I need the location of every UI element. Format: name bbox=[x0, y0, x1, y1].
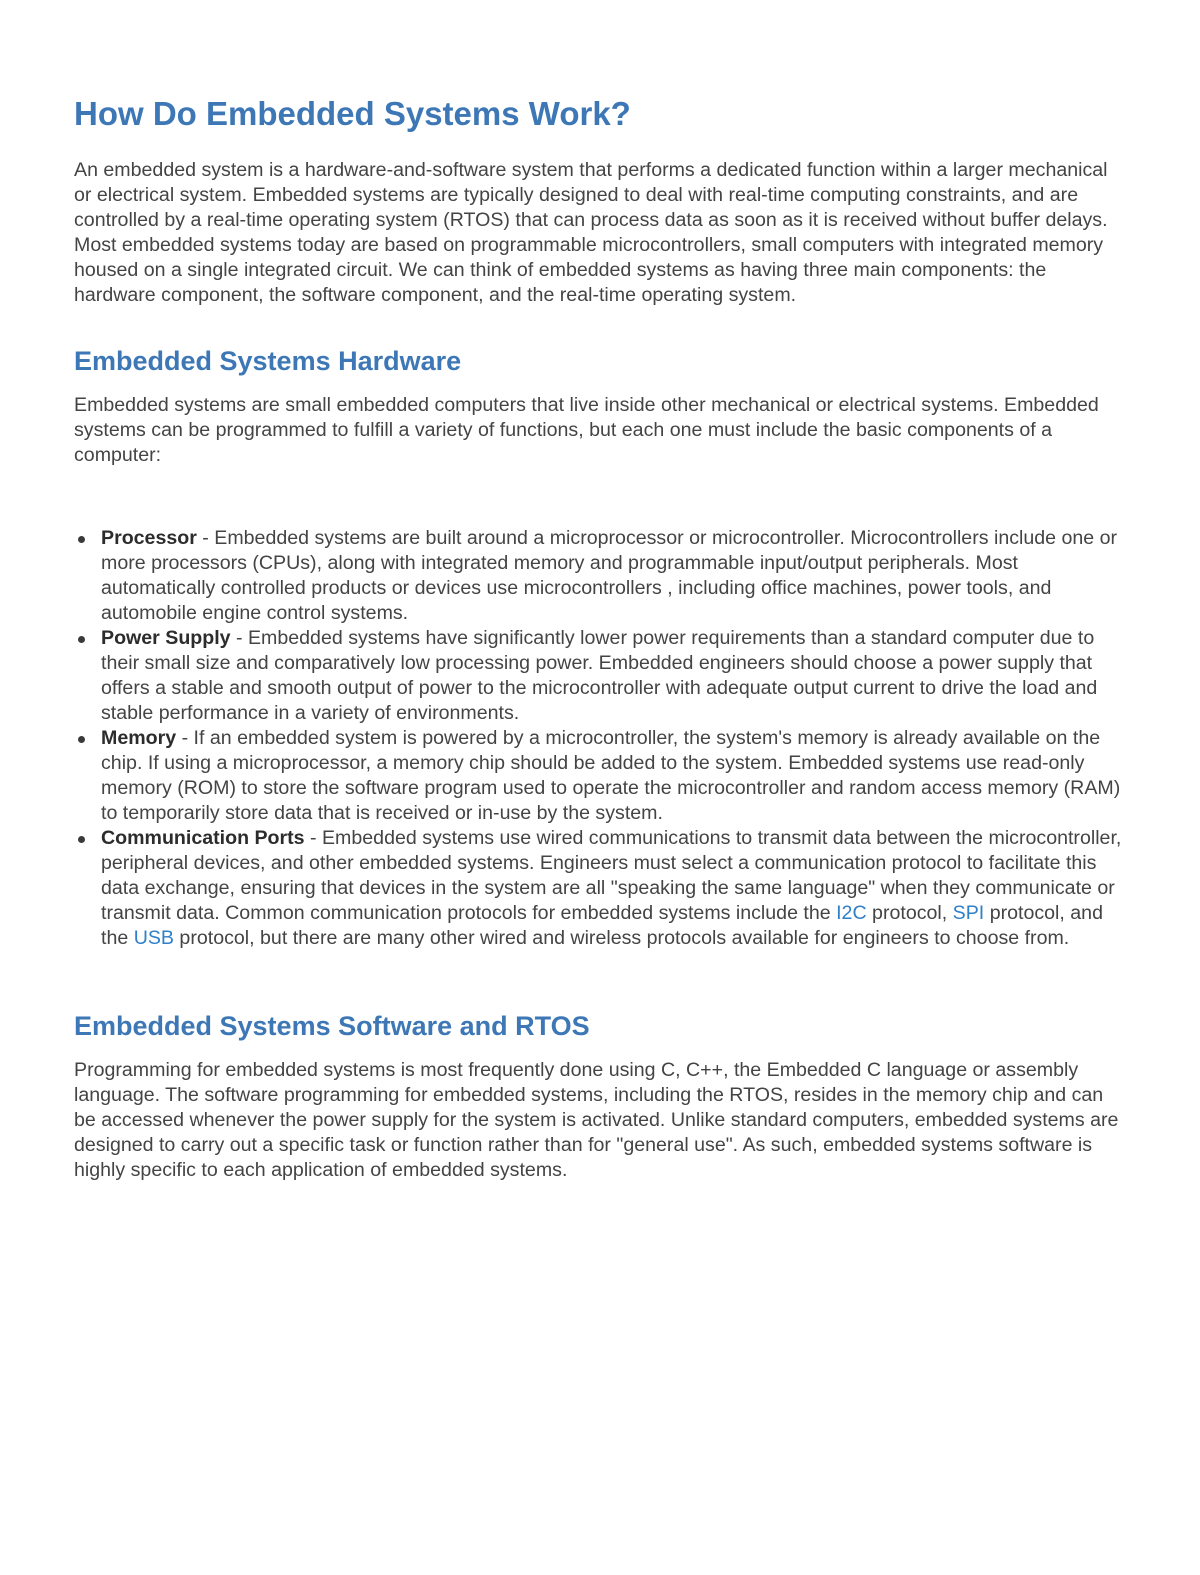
list-item-text: protocol, bbox=[866, 902, 953, 924]
list-item-text: - Embedded systems have significantly lower power requirements than a standard computer due to their small size and comparatively low processing power. Embedded engineers should choose a power supply that offers a stable and smooth output of power to the microcontroller with adequate output current to drive the load and stable performance in a variety of environments. bbox=[101, 627, 1098, 724]
hardware-heading: Embedded Systems Hardware bbox=[74, 346, 462, 376]
hardware-paragraph: Embedded systems are small embedded computers that live inside other mechanical or electrical systems. Embedded systems can be programmed to fulfill a variety of functions, but each one must include the basic components of a computer: bbox=[74, 394, 1099, 466]
list-item-text: - Embedded systems are built around a microprocessor or microcontroller. Microcontrollers include one or more processors (CPUs), along with integrated memory and programmable input/output peripherals. Most automatically controlled products or devices use microcontrollers , including office machines, power tools, and automobile engine control systems. bbox=[101, 527, 1118, 624]
list-item-text: - If an embedded system is powered by a microcontroller, the system's memory is already available on the chip. If using a microprocessor, a memory chip should be added to the system. Embedded systems use read-only memory (ROM) to store the software program used to operate the microcontroller and random access memory (RAM) to temporarily store data that is received or in-use by the system. bbox=[101, 727, 1121, 824]
bullet-icon bbox=[78, 736, 85, 743]
software-heading: Embedded Systems Software and RTOS bbox=[74, 1011, 590, 1041]
usb-link[interactable]: USB bbox=[133, 927, 174, 949]
hardware-components-list bbox=[74, 526, 1124, 951]
software-paragraph: Programming for embedded systems is most frequently done using C, C++, the Embedded C language or assembly language. The software programming for embedded systems, including the RTOS, resides in the memory chip and can be accessed whenever the power supply for the system is activated. Unlike standard computers, embedded systems are designed to carry out a specific task or function rather than for "general use". As such, embedded systems software is highly specific to each application of embedded systems. bbox=[74, 1059, 1119, 1181]
list-item-term: Power Supply bbox=[101, 627, 231, 649]
list-item-processor bbox=[101, 526, 1124, 626]
bullet-icon bbox=[78, 636, 85, 643]
list-item-communication-ports bbox=[101, 826, 1124, 951]
intro-paragraph: An embedded system is a hardware-and-software system that performs a dedicated function within a larger mechanical or electrical system. Embedded systems are typically designed to deal with real-time computing constraints, and are controlled by a real-time operating system (RTOS) that can process data as soon as it is received without buffer delays. Most embedded systems today are based on programmable microcontrollers, small computers with integrated memory housed on a single integrated circuit. We can think of embedded systems as having three main components: the hardware component, the software component, and the real-time operating system. bbox=[74, 159, 1108, 306]
list-item-memory bbox=[101, 726, 1124, 826]
spi-link[interactable]: SPI bbox=[952, 902, 985, 924]
document-page bbox=[74, 92, 1124, 1183]
page-title: How Do Embedded Systems Work? bbox=[74, 95, 631, 132]
list-item-text: protocol, but there are many other wired and wireless protocols available for engineers to choose from. bbox=[173, 927, 1070, 949]
i2c-link[interactable]: I2C bbox=[836, 902, 867, 924]
list-item-text: - Embedded systems use wired communications to transmit data between the microcontroller, peripheral devices, and other embedded systems. Engineers must select a communication protocol to facilitate this data exchange, ensuring that devices in the system are all "speaking the same language" when they communicate or transmit data. Common communication protocols for embedded systems include the bbox=[101, 827, 1122, 924]
list-item-term: Processor bbox=[101, 527, 197, 549]
list-item-power-supply bbox=[101, 626, 1124, 726]
bullet-icon bbox=[78, 536, 85, 543]
bullet-icon bbox=[78, 836, 85, 843]
list-item-text: protocol, and the bbox=[101, 902, 1103, 949]
list-item-term: Memory bbox=[101, 727, 177, 749]
list-item-term: Communication Ports bbox=[101, 827, 305, 849]
